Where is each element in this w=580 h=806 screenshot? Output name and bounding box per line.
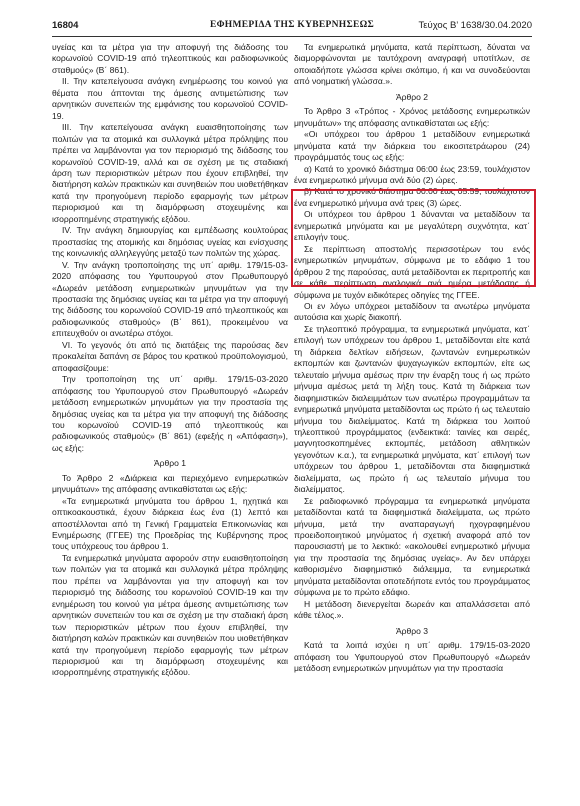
paragraph: Τα ενημερωτικά μηνύματα, κατά περίπτωση, δύναται να διαμορφώνονται με ταυτόχρονη αναγραφή υποτίτλων, σε οποιαδήποτε γλώσσα κρίνει σκόπιμο, ή και να συνοδεύονται από νοηματική γλώσσα.». bbox=[294, 42, 530, 87]
paragraph: Οι υπόχρεοι του άρθρου 1 δύνανται να μεταδίδουν τα ενημερωτικά μηνύματα και με μεγαλύτερη συχνότητα, κατ΄ επιλογήν τους. bbox=[294, 209, 530, 243]
article-heading: Άρθρο 3 bbox=[395, 625, 429, 636]
paragraph: β) Κατά το χρονικό διάστημα 00:00 έως 05:59, τουλάχιστον ένα ενημερωτικό μήνυμα ανά τρεις (3) ώρες. bbox=[294, 186, 530, 208]
paragraph: «Οι υπόχρεοι του άρθρου 1 μεταδίδουν ενημερωτικά μηνύματα κατά την διάρκεια του εικοσιτετράωρου (24) προγράμματός τους ως εξής: bbox=[294, 129, 530, 163]
right-column bbox=[294, 42, 530, 674]
paragraph: Την τροποποίηση της υπ΄ αριθμ. 179/15-03-2020 απόφασης του Υφυπουργού στον Πρωθυπουργό «Δωρεάν μετάδοση ενημερωτικών μηνυμάτων για την προστασία της δημόσιας υγείας και τα μέτρα για την αποφυγή της διάδοσης του κορωνοϊού COVID-19 από τηλεοπτικούς και ραδιοφωνικούς σταθμούς» (Β΄ 861) (εφεξής η «Απόφαση»), ως εξής: bbox=[52, 374, 288, 453]
paragraph: Η μετάδοση διενεργείται δωρεάν και απαλλάσσεται από κάθε τέλος.». bbox=[294, 598, 530, 621]
highlight-box bbox=[291, 189, 536, 287]
page-header bbox=[52, 18, 532, 34]
paragraph: ΙΙΙ. Την κατεπείγουσα ανάγκη ευαισθητοποίησης των πολιτών για τα ατομικά και συλλογικά μέτρα πρόληψης που πρέπει να λαμβάνονται για τον περιορισμό της διάδοσης του κορωνοϊού COVID-19, αλλά και σε σχέση με τις σταδιακή άρση των περιοριστικών μέτρων που έχουν επιβληθεί, την διατήρηση καλών πρακτικών και συνηθειών που υιοθετήθηκαν κατά την προηγούμενη περίοδο εφαρμογής των μέτρων περιορισμού και τη διαμόρφωση στοχευμένης και ισορροπημένης στρατηγικής εξόδου. bbox=[52, 122, 288, 224]
paragraph: Το Άρθρο 2 «Διάρκεια και περιεχόμενο ενημερωτικών μηνυμάτων» της απόφασης αντικαθίσταται ως εξής: bbox=[52, 472, 288, 495]
left-column bbox=[52, 42, 288, 679]
paragraph: Σε ραδιοφωνικό πρόγραμμα τα ενημερωτικά μηνύματα μεταδίδονται κατά τα διαφημιστικά διαλείμματα, ως πρώτο μήνυμα, μετά την αναπαραγωγή ηχογραφημένου προειδοποιητικού μηνύματος ή σχετική αναφορά από τον παρουσιαστή με το λεκτικό: «ακολουθεί ενημερωτικό μήνυμα για την προστασία της δημόσιας υγείας». Αν δεν υπάρχει καθορισμένο διαφημιστικό διάλειμμα, τα ενημερωτικά μηνύματα μεταδίδονται οποτεδήποτε εντός του προγράμματος σύμφωνα με το πρώτο εδάφιο. bbox=[294, 495, 530, 598]
paragraph: ΙΙ. Την κατεπείγουσα ανάγκη ενημέρωσης του κοινού για θέματα που άπτονται της άμεσης αντιμετώπισης των αρνητικών συνεπειών της εμφάνισης του κορωνοϊού COVID-19. bbox=[52, 76, 288, 121]
header-rule bbox=[52, 36, 532, 37]
paragraph: V. Την ανάγκη τροποποίησης της υπ΄ αριθμ. 179/15-03-2020 απόφασης του Υφυπουργού στον Πρωθυπουργό «Δωρεάν μετάδοση ενημερωτικών μηνυμάτων για την προστασία της δημόσιας υγείας και τα μέτρα για την αποφυγή της διάδοσης του κορωνοϊού COVID-19 από τηλεοπτικούς και ραδιοφωνικούς σταθμούς» (Β΄ 861), προκειμένου να επιτευχθούν οι ανωτέρω στόχοι. bbox=[52, 259, 288, 339]
paragraph: υγείας και τα μέτρα για την αποφυγή της διάδοσης του κορωνοϊού COVID-19 από τηλεοπτικούς και ραδιοφωνικούς σταθμούς» (Β΄ 861). bbox=[52, 42, 288, 75]
paragraph: α) Κατά το χρονικό διάστημα 06:00 έως 23:59, τουλάχιστον ένα ενημερωτικό μήνυμα ανά δύο (2) ώρες. bbox=[294, 163, 530, 185]
paragraph: Τα ενημερωτικά μηνύματα αφορούν στην ευαισθητοποίηση των πολιτών για τα ατομικά και συλλογικά μέτρα πρόληψης που πρέπει να λαμβάνονται για την αποφυγή και τον περιορισμό της διάδοσης του κορωνοϊού COVID-19 και την ενημέρωση του κοινού για μέτρα άμεσης αντιμετώπισης των αρνητικών συνεπειών του και σε σχέση με την σταδιακή άρση των περιοριστικών μέτρων που έχουν επιβληθεί, την διατήρηση καλών πρακτικών και συνηθειών που υιοθετήθηκαν κατά την προηγούμενη περίοδο εφαρμογής των μέτρων περιορισμού και τη διαμόρφωση στοχευμένης και ισορροπημένης στρατηγικής εξόδου. bbox=[52, 552, 288, 678]
article-heading: Άρθρο 2 bbox=[395, 91, 429, 102]
page-number: 16804 bbox=[52, 20, 79, 31]
paragraph: Σε τηλεοπτικό πρόγραμμα, τα ενημερωτικά μηνύματα, κατ΄ επιλογή των υπόχρεων του άρθρου 1, μεταδίδονται είτε κατά τη διάρκεια δελτίων ειδήσεων, ζωντανών ενημερωτικών εκπομπών και ζωντανών ψυχαγωγικών εκπομπών, είτε ως τελευταίο μήνυμα αμέσως πριν την έναρξη τους ή ως πρώτο μήνυμα αμέσως μετά τη λήξη τους. Κατά τη διάρκεια των διαφημιστικών διαλειμμάτων των ανωτέρω προγραμμάτων τα ενημερωτικά μηνύματα μεταδίδονται ως πρώτο ή ως τελευταίο μήνυμα του διαλείμματος. Κατά τη διάρκεια του λοιπού τηλεοπτικού προγράμματος (ενδεικτικά: ταινίες και σειρές, μαγνητοσκοπημένες εκπομπές, μετάδοση αθλητικών γεγονότων κ.α.), τα ενημερωτικά μηνύματα, κατ΄ επιλογή των υπόχρεων του άρθρου 1, μεταδίδονται στα διαφημιστικά διαλείμματα, ως πρώτο ή ως τελευταίο μήνυμα του διαλείμματος. bbox=[294, 323, 530, 495]
article-heading: Άρθρο 1 bbox=[153, 458, 187, 469]
gazette-title: ΕΦΗΜΕΡΙΔΑ ΤΗΣ ΚΥΒΕΡΝΗΣΕΩΣ bbox=[209, 20, 375, 30]
paragraph: Οι εν λόγω υπόχρεοι μεταδίδουν τα ανωτέρω μηνύματα αυτούσια και χωρίς διακοπή. bbox=[294, 300, 530, 323]
paragraph: IV. Την ανάγκη δημιουργίας και εμπέδωσης κουλτούρας προστασίας της ατομικής και δημόσιας υγείας και ενίσχυσης της κοινωνικής αλληλεγγύης μεταξύ των πολιτών της χώρας. bbox=[52, 225, 288, 259]
paragraph: VI. Το γεγονός ότι από τις διατάξεις της παρούσας δεν προκαλείται δαπάνη σε βάρος του κρατικού προϋπολογισμού, αποφασίζουμε: bbox=[52, 339, 288, 373]
paragraph: Σε περίπτωση αποστολής περισσοτέρων του ενός ενημερωτικών μηνυμάτων, σύμφωνα με το εδάφιο 1 του άρθρου 2 της παρούσας, αυτά μεταδίδονται εκ περιτροπής και σε κάθε περίπτωση αναλογικά ανά ημέρα μετάδοσης ή σύμφωνα με τυχόν ειδικότερες οδηγίες της ΓΓΕΕ. bbox=[294, 243, 530, 300]
paragraph: Κατά τα λοιπά ισχύει η υπ΄ αριθμ. 179/15-03-2020 απόφαση του Υφυπουργού στον Πρωθυπουργό «Δωρεάν μετάδοση ενημερωτικών μηνυμάτων για την προστασία bbox=[294, 640, 530, 674]
issue-number: Τεύχος Β’ 1638/30.04.2020 bbox=[418, 20, 532, 31]
paragraph: «Τα ενημερωτικά μηνύματα του άρθρου 1, ηχητικά και οπτικοακουστικά, έχουν διάρκεια έως ένα (1) λεπτό και αποστέλλονται από τη Γενική Γραμματεία Επικοινωνίας και Ενημέρωσης (ΓΓΕΕ) της Προεδρίας της Κυβέρνησης προς τους υπόχρεους του άρθρου 1. bbox=[52, 495, 288, 552]
paragraph: Το Άρθρο 3 «Τρόπος - Χρόνος μετάδοσης ενημερωτικών μηνυμάτων» της απόφασης αντικαθίσταται ως εξής: bbox=[294, 106, 530, 128]
